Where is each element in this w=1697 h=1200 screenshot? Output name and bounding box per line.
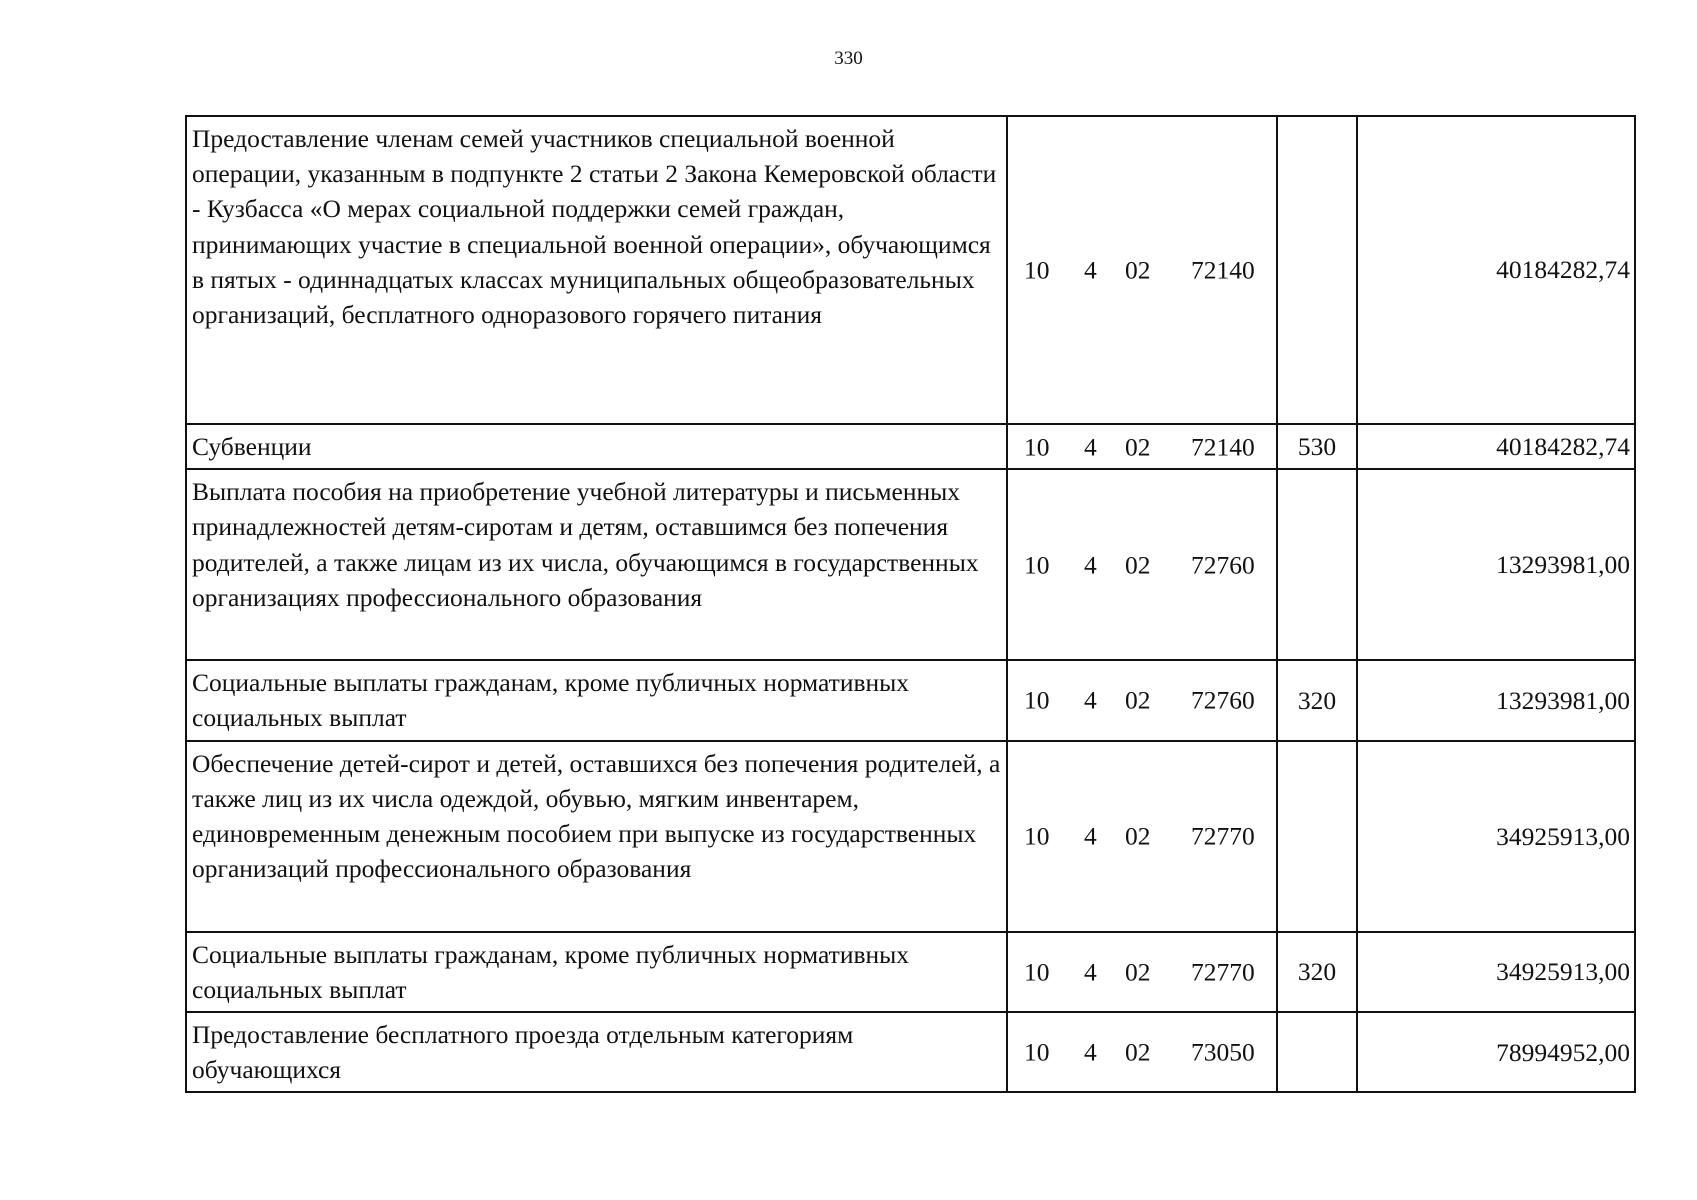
subprogram-code: 02 — [1125, 957, 1151, 987]
program-code: 4 — [1084, 255, 1097, 285]
section-code: 10 — [1024, 431, 1050, 461]
amount: 40184282,74 — [1357, 116, 1635, 424]
expense-type-code: 320 — [1277, 932, 1357, 1012]
expense-type-code — [1277, 116, 1357, 424]
direction-code: 72760 — [1191, 550, 1255, 580]
row-name: Обеспечение детей-сирот и детей, оставшихся без попечения родителей, а также лиц из их числа одеждой, обувью, мягким инвентарем, единовременным денежным пособием при выпуске из государственных организаций профессионального образования — [186, 741, 1007, 932]
subprogram-code: 02 — [1125, 821, 1151, 851]
row-name: Социальные выплаты гражданам, кроме публичных нормативных социальных выплат — [186, 932, 1007, 1012]
table-row — [186, 660, 1635, 740]
page-number: 330 — [834, 48, 863, 69]
expense-type-code — [1277, 1012, 1357, 1092]
table-row — [186, 1012, 1635, 1092]
section-code: 10 — [1024, 550, 1050, 580]
amount: 13293981,00 — [1357, 469, 1635, 660]
amount: 34925913,00 — [1357, 932, 1635, 1012]
direction-code: 72770 — [1191, 957, 1255, 987]
row-code — [1007, 932, 1277, 1012]
direction-code: 72140 — [1191, 255, 1255, 285]
expense-type-code — [1277, 469, 1357, 660]
row-code — [1007, 424, 1277, 469]
amount: 78994952,00 — [1357, 1012, 1635, 1092]
direction-code: 72760 — [1191, 685, 1255, 715]
table-row — [186, 469, 1635, 660]
subprogram-code: 02 — [1125, 685, 1151, 715]
table-row — [186, 932, 1635, 1012]
amount: 40184282,74 — [1357, 424, 1635, 469]
section-code: 10 — [1024, 821, 1050, 851]
amount: 13293981,00 — [1357, 660, 1635, 740]
row-name: Субвенции — [186, 424, 1007, 469]
program-code: 4 — [1084, 1037, 1097, 1067]
amount: 34925913,00 — [1357, 741, 1635, 932]
subprogram-code: 02 — [1125, 255, 1151, 285]
section-code: 10 — [1024, 255, 1050, 285]
expense-type-code: 320 — [1277, 660, 1357, 740]
direction-code: 72770 — [1191, 821, 1255, 851]
row-code — [1007, 469, 1277, 660]
direction-code: 72140 — [1191, 431, 1255, 461]
program-code: 4 — [1084, 431, 1097, 461]
row-code — [1007, 1012, 1277, 1092]
section-code: 10 — [1024, 957, 1050, 987]
budget-table — [185, 115, 1636, 1093]
subprogram-code: 02 — [1125, 550, 1151, 580]
table-row — [186, 424, 1635, 469]
row-code — [1007, 116, 1277, 424]
row-code — [1007, 660, 1277, 740]
program-code: 4 — [1084, 685, 1097, 715]
program-code: 4 — [1084, 821, 1097, 851]
table-row — [186, 116, 1635, 424]
row-name: Социальные выплаты гражданам, кроме публичных нормативных социальных выплат — [186, 660, 1007, 740]
row-name: Предоставление членам семей участников специальной военной операции, указанным в подпункте 2 статьи 2 Закона Кемеровской области - Кузбасса «О мерах социальной поддержки семей граждан, принимающих участие в специальной военной операции», обучающимся в пятых - одиннадцатых классах муниципальных общеобразовательных организаций, бесплатного одноразового горячего питания — [186, 116, 1007, 424]
subprogram-code: 02 — [1125, 431, 1151, 461]
section-code: 10 — [1024, 685, 1050, 715]
section-code: 10 — [1024, 1037, 1050, 1067]
expense-type-code — [1277, 741, 1357, 932]
row-name: Выплата пособия на приобретение учебной литературы и письменных принадлежностей детям-сиротам и детям, оставшимся без попечения родителей, а также лицам из их числа, обучающимся в государственных организациях профессионального образования — [186, 469, 1007, 660]
direction-code: 73050 — [1191, 1037, 1255, 1067]
program-code: 4 — [1084, 957, 1097, 987]
subprogram-code: 02 — [1125, 1037, 1151, 1067]
table-row — [186, 741, 1635, 932]
program-code: 4 — [1084, 550, 1097, 580]
expense-type-code: 530 — [1277, 424, 1357, 469]
row-code — [1007, 741, 1277, 932]
row-name: Предоставление бесплатного проезда отдельным категориям обучающихся — [186, 1012, 1007, 1092]
